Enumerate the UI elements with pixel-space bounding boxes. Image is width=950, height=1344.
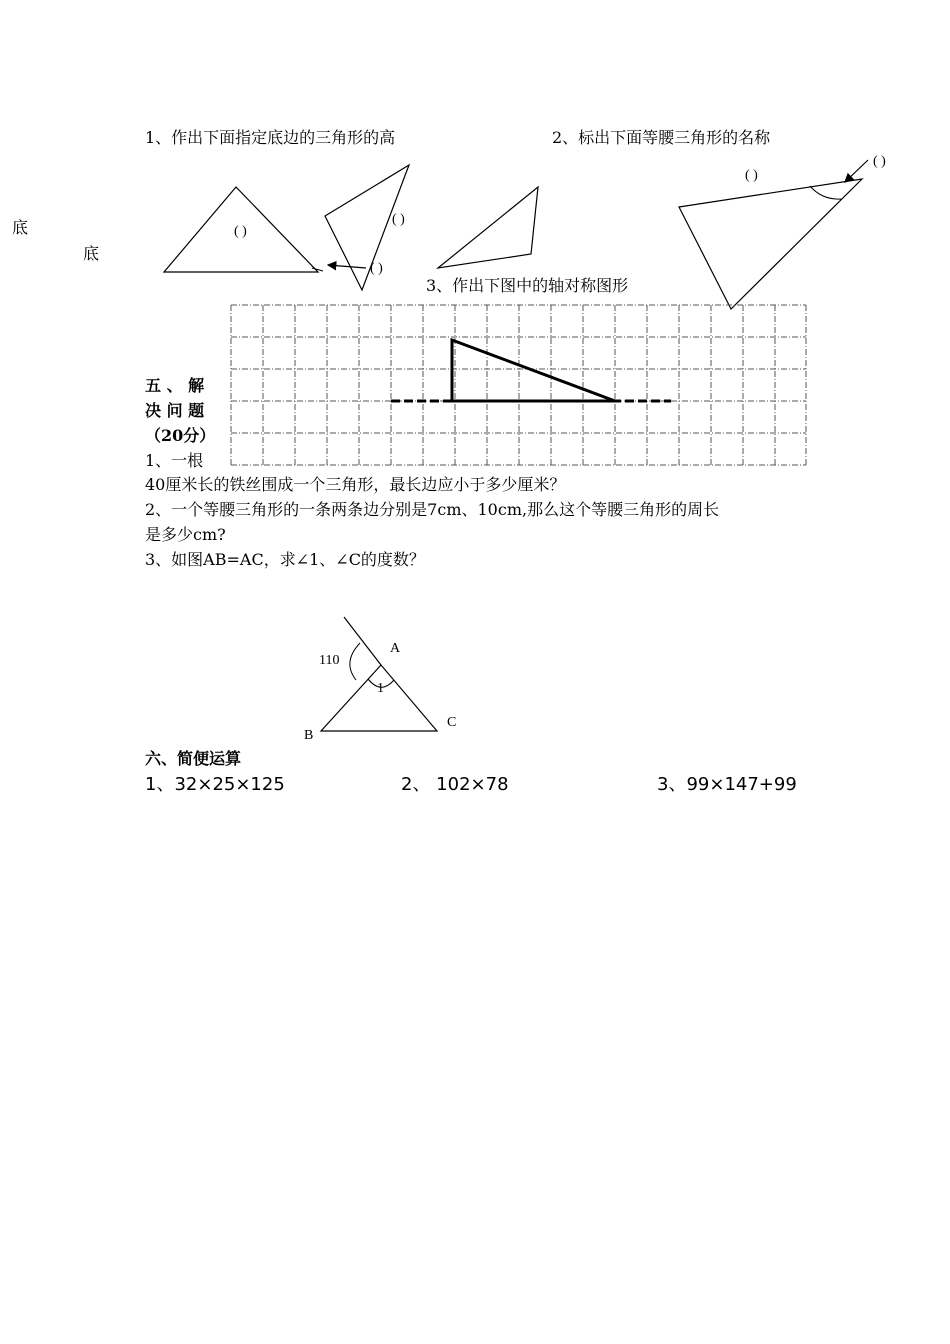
- vertex-arrow: [845, 160, 868, 182]
- base-label-2: 底: [83, 244, 100, 263]
- answer-blank-4: ( ): [745, 168, 758, 183]
- vertex-a-label: A: [390, 641, 401, 656]
- q3-title: 3、作出下图中的轴对称图形: [426, 276, 629, 295]
- part6-heading: 六、简便运算: [145, 749, 242, 768]
- calc-item-1: 1、32×25×125: [145, 774, 285, 795]
- vertex-c-label: C: [447, 715, 457, 730]
- answer-blank-1: ( ): [234, 224, 247, 239]
- p5-q1-line2: 40厘米长的铁丝围成一个三角形，最长边应小于多少厘米？: [145, 475, 566, 494]
- vertex-b-label: B: [304, 728, 314, 743]
- calc-item-2: 2、 102×78: [401, 774, 509, 795]
- answer-blank-3: ( ): [370, 261, 383, 276]
- q2-title: 2、标出下面等腰三角形的名称: [552, 128, 771, 147]
- base-label-1: 底: [12, 218, 29, 237]
- part5-heading-line2: 决 问 题: [145, 401, 205, 420]
- angle-1-label: 1: [377, 681, 384, 696]
- answer-blank-5: ( ): [873, 154, 886, 169]
- triangle-3: [438, 187, 538, 268]
- exterior-angle-arc: [350, 643, 360, 680]
- p5-q2-line1: 2、一个等腰三角形的一条两条边分别是7cm、10cm,那么这个等腰三角形的周长: [145, 500, 720, 519]
- symmetry-grid: [231, 305, 806, 465]
- vertex-angle-arc: [810, 186, 841, 199]
- answer-blank-2: ( ): [392, 212, 405, 227]
- calc-item-3: 3、99×147+99: [657, 774, 797, 795]
- p5-q1-line1: 1、一根: [145, 451, 204, 470]
- extended-side: [344, 617, 381, 665]
- p5-q3: 3、如图AB=AC，求∠1、∠C的度数？: [145, 550, 425, 569]
- q1-title: 1、作出下面指定底边的三角形的高: [145, 128, 396, 147]
- part5-heading-line1: 五 、 解: [145, 376, 205, 395]
- right-triangle: [452, 340, 615, 401]
- part5-heading-line3: （20分）: [145, 426, 216, 445]
- p5-q2-line2: 是多少cm?: [145, 525, 226, 544]
- base-arrow-tail: [312, 268, 323, 271]
- angle-110-label: 110: [319, 653, 340, 668]
- base-arrow-1: [328, 265, 366, 268]
